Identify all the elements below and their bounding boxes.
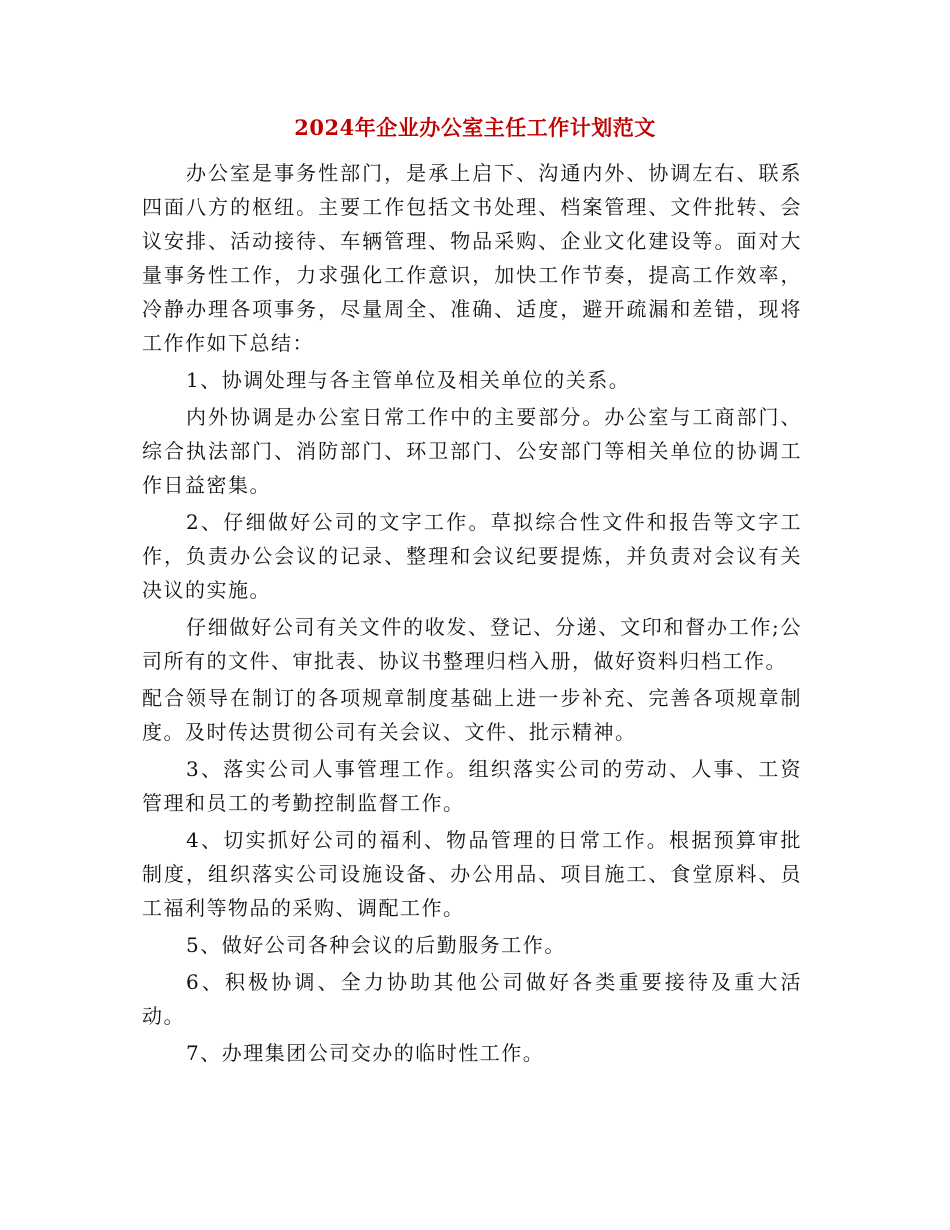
paragraph-regulations: 配合领导在制订的各项规章制度基础上进一步补充、完善各项规章制度。及时传达贯彻公司有关会议、文件、批示精神。	[142, 686, 802, 744]
paragraph-item-1: 1、协调处理与各主管单位及相关单位的关系。	[186, 368, 631, 392]
paragraph-item-7: 7、办理集团公司交办的临时性工作。	[186, 1041, 545, 1065]
paragraph-coordination: 内外协调是办公室日常工作中的主要部分。办公室与工商部门、综合执法部门、消防部门、环卫部门、公安部门等相关单位的协调工作日益密集。	[142, 405, 802, 497]
paragraph-item-3: 3、落实公司人事管理工作。组织落实公司的劳动、人事、工资管理和员工的考勤控制监督工作。	[142, 757, 802, 815]
document-title: 2024年企业办公室主任工作计划范文	[294, 115, 656, 140]
paragraph-item-5: 5、做好公司各种会议的后勤服务工作。	[186, 933, 566, 957]
paragraph-item-4: 4、切实抓好公司的福利、物品管理的日常工作。根据预算审批制度，组织落实公司设施设备、办公用品、项目施工、食堂原料、员工福利等物品的采购、调配工作。	[142, 828, 802, 920]
paragraph-item-2: 2、仔细做好公司的文字工作。草拟综合性文件和报告等文字工作，负责办公会议的记录、整理和会议纪要提炼，并负责对会议有关决议的实施。	[142, 510, 802, 602]
paragraph-item-6: 6、积极协调、全力协助其他公司做好各类重要接待及重大活动。	[142, 970, 802, 1028]
document-body	[142, 156, 802, 1073]
paragraph-intro: 办公室是事务性部门，是承上启下、沟通内外、协调左右、联系四面八方的枢纽。主要工作包括文书处理、档案管理、文件批转、会议安排、活动接待、车辆管理、物品采购、企业文化建设等。面对大量事务性工作，力求强化工作意识，加快工作节奏，提高工作效率，冷静办理各项事务，尽量周全、准确、适度，避开疏漏和差错，现将工作作如下总结：	[142, 161, 802, 355]
paragraph-documents: 仔细做好公司有关文件的收发、登记、分递、文印和督办工作;公司所有的文件、审批表、协议书整理归档入册，做好资料归档工作。	[142, 615, 802, 673]
